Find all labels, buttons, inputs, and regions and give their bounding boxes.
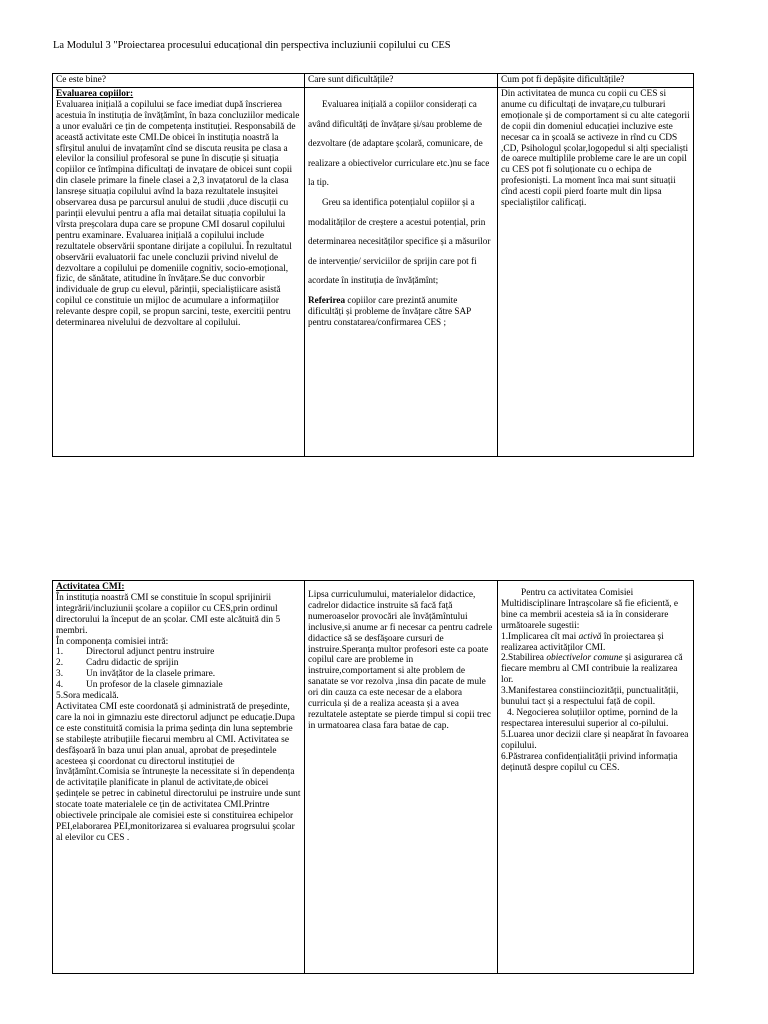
header-difficulties: Care sunt dificultățile?: [305, 74, 498, 88]
solutions-text: Din activitatea de munca cu copii cu CES si anume cu dificultați de invațare,cu tulburari emoționale și de comportament si cu alte categorii de copii din domeniul educației incluzive este necesar ca in școală se activeze in rînd cu CDS ,CD, Psihologul școlar,logopedul si alți specialiști de oarece multiplile probleme care le are un copil cu CES pot fi soluționate cu o echipa de profesioniști. La moment înca mai sunt situații cînd acesti copii pierd foarte mult din lipsa specialiștilor calificați.: [501, 89, 690, 209]
referral-text: copiilor care prezintă anumite dificultăți și probleme de învățare către SAP pentru constatarea/confirmarea CES ;: [308, 294, 471, 327]
difficulty-paragraph-2: Greu sa identifica potențialul copiilor și a modalităților de creștere a acestui potențial, prin determinarea necesităților specifice și a măsurilor de intervenție/ serviciilor de sprijin care pot fi acordate în instituția de învățămînt;: [308, 196, 491, 286]
cmi-activity-text: Activitatea CMI este coordonată și administrată de președinte, care la noi in gimnaziu este directorul adjunct pe educație.Dupa ce este constituită comisia la prima ședința din luna septembrie se stabilește atribuțiile fiecarui membru al CMI. Activitatea se desfășoară în baza unui plan anual, aprobat de președintele acesteea și coordonat cu directorul instituției de învățămînt.Comisia se întrunește la necessitate si în dependența de activitațile planificate in planul de activitate,de obicei ședințele se petrec in cabinetul directorului pe instruire unde sunt stocate toate materialele ce țin de activitatea CMI.Printre obiectivele principale ale comisiei este si constituirea echipelor PEI,elaborarea PEI,monitorizarea si evaluarea progrsului școlar al elevilor cu CES .: [56, 701, 301, 843]
difficulty-paragraph-1: Evaluarea inițială a copiilor considerați ca având dificultăți de învățare și/sau probleme de dezvoltare (de adaptare școlară, comunicare, de realizare a obiectivelor curriculare etc.)nu se face la tip.: [308, 99, 490, 188]
table-row: [53, 88, 694, 457]
cmi-members-list: [56, 647, 301, 691]
evaluation-text: Evaluarea inițială a copilului se face imediat după înscrierea acestuia în instituția de învățămînt, în baza concluziilor medicale a unor evaluări ce țin de competența instituției. Responsabilă de această activitate este CMI.De obicei în instituția noastră la sfîrșitul anului de invațamînt cînd se discuta reusita pe clasa a elevilor la consiliul profesoral se pune în discuție și situația copiilor ce întîmpina dificultați de invațare de obicei sunt copii din clasele primare la finele clasei a 2,3 invațatorul de la clasa lansreșe situația copilului avînd la baza rezultatele insușitei observarea dusa pe parcursul anului de studii ,duce discuții cu parinții elevului pentru a afla mai detailat situația copilului la vîrsta preșcolara dupa care se propune CMI dosarul copilului pentru examinare. Evaluarea inițială a copilului include rezultatele observării spontane dirijate a copilului. În rezultatul observării evaluatorii fac unele concluzii privind nivelul de dezvoltare a copilului pe domeniile cognitiv, socio-emoțional, fizic, de sănătate, atitudine în învățare.Se duc convorbir individuale de grup cu elevul, părinții, specialiștiicare asistă copilul ce constituie un mijloc de acumulare a informațiilor relevante despre copil, se propun sarcini, teste, exercitii pentru determinarea nivelului de dezvoltare al copilului.: [56, 99, 300, 329]
header-solutions: Cum pot fi depășite dificultățile?: [498, 74, 694, 88]
cmi-difficulties-text: Lipsa curriculumului, materialelor didactice, cadrelor didactice instruite să facă față numeroaselor provocări ale învățămîntului inclusive,si anume ar fi necesar ca pentru cadrele didactice să se desfășoare cursuri de instruire.Speranța multor profesori este ca poate copilul care are probleme in instruire,comportament si alte problem de sanatate se vor rezolva ,insa din pacate de mule ori din cauza ca este necesar de a elabora curricula și de a realiza aceasta și a avea rezultatele asteptate se pierde timpul si copii trec in urmatoarea clasa fara batae de cap.: [308, 590, 493, 731]
header-what-is-good: Ce este bine?: [53, 74, 305, 88]
section-heading: Evaluarea copiilor:: [56, 89, 134, 99]
table-row: [53, 581, 694, 974]
list-item: 3. Un invățător de la clasele primare.: [56, 669, 216, 680]
suggestions-intro: Pentru ca activitatea Comisiei Multidisciplinare Intrașcolare să fie eficientă, e bine ca membrii acesteia să ia în considerare următoarele sugestii:: [501, 588, 679, 631]
cmi-intro-text: În instituția noastră CMI se constituie în scopul sprijinirii integrării/incluziunii școlare a copiilor cu CES,prin ordinul directorului la început de an școlar. CMI este alcătuită din 5 membri.: [56, 592, 281, 636]
list-item: 1. Directorul adjunct pentru instruire: [56, 647, 215, 658]
suggestion-5: 5.Luarea unor decizii clare și neapărat în favoarea copilului.: [501, 729, 689, 751]
cell-solutions-evaluation: [498, 88, 694, 457]
cell-cmi-difficulties: [305, 581, 498, 974]
cmi-composition-label: În componența comisiei intră:: [56, 636, 169, 647]
suggestion-4: 4. Negocierea soluțiilor optime, pornind de la respectarea interesului superior al co-pilului.: [501, 707, 678, 729]
referral-label: Referirea: [308, 294, 346, 305]
document-title: La Modulul 3 "Proiectarea procesului educațional din perspectiva incluziunii copilului cu CES: [53, 40, 451, 51]
suggestion-6: 6.Păstrarea confidențialității privind informația deținută despre copilul cu CES.: [501, 751, 678, 773]
list-item: 2. Cadru didactic de sprijin: [56, 658, 179, 669]
cell-cmi-activity: [53, 581, 305, 974]
evaluation-table: [52, 73, 694, 457]
referral-paragraph: [308, 295, 494, 328]
cell-good-evaluation: [53, 88, 305, 457]
list-item: 4. Un profesor de la clasele gimnaziale: [56, 680, 223, 691]
section-heading: Activitatea CMI:: [56, 582, 125, 592]
cmi-table: [52, 580, 694, 974]
table-header-row: [53, 74, 694, 88]
cell-difficulties-evaluation: [305, 88, 498, 457]
cmi-member-5: 5.Sora medicală.: [56, 691, 119, 702]
suggestion-2: 2.Stabilirea obiectivelor comune și asigurarea că fiecare membru al CMI contribuie la realizarea lor.: [501, 653, 683, 686]
suggestion-1: 1.Implicarea cît mai activă în proiectarea și realizarea activităților CMI.: [501, 631, 664, 653]
suggestion-3: 3.Manifestarea constiinciozității, punctualității, bunului tact și a respectului față de copil.: [501, 686, 679, 708]
cell-cmi-suggestions: [498, 581, 694, 974]
